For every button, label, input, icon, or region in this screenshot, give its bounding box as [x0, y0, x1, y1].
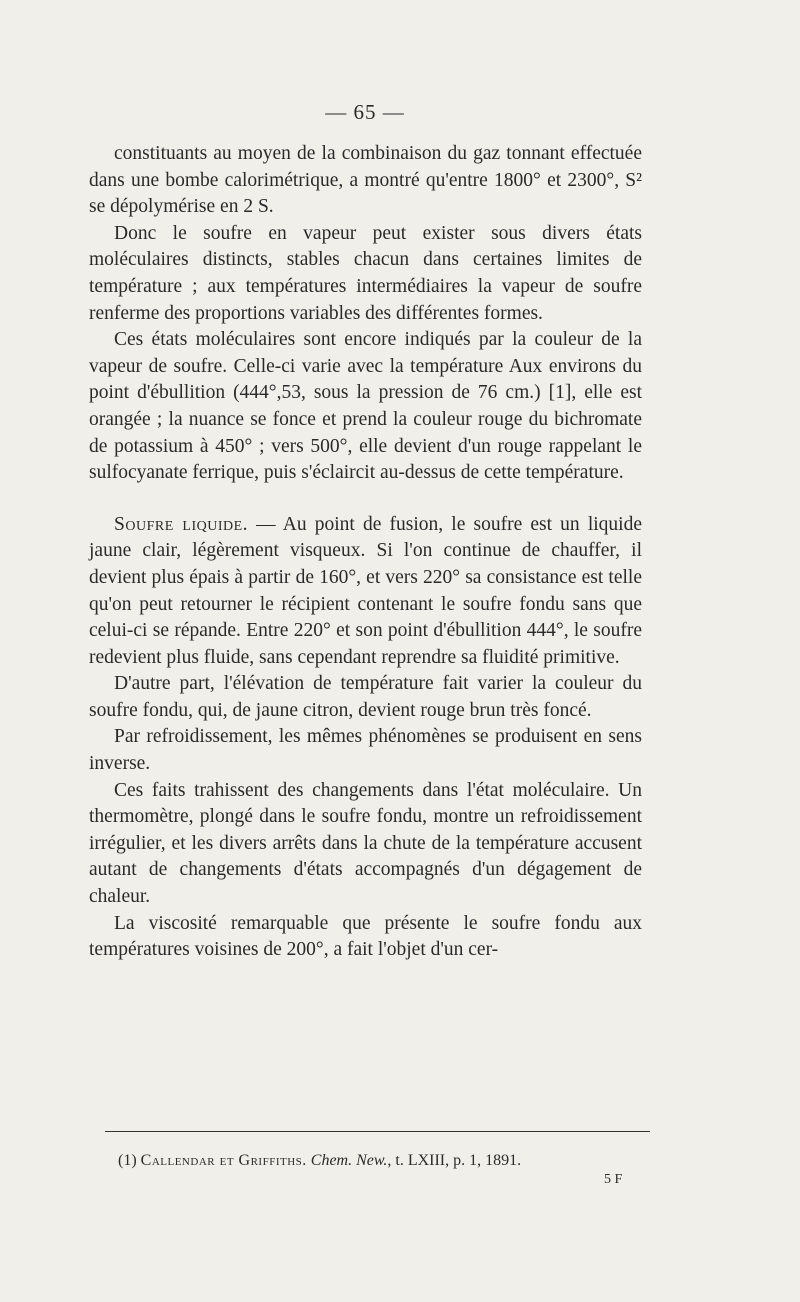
paragraph: D'autre part, l'élévation de température fait varier la couleur du soufre fondu, qui, de jaune citron, devient rouge brun très foncé. [89, 673, 642, 721]
section-heading: Soufre liquide. [114, 513, 249, 535]
body-text [89, 141, 642, 964]
footnote-authors: Callendar et Griffiths. [140, 1152, 307, 1169]
footnote [118, 1151, 521, 1171]
footnote-rule [105, 1131, 650, 1132]
paragraph: Donc le soufre en vapeur peut exister sous divers états moléculaires distincts, stables chacun dans certaines limites de température ; aux températures intermédiaires la vapeur de soufre renferme des proportions variables des différentes formes. [89, 222, 642, 324]
section-paragraph [89, 512, 642, 672]
paragraph: Par refroidissement, les mêmes phénomènes se produisent en sens inverse. [89, 726, 642, 775]
footnote-reference: , t. LXIII, p. 1, 1891. [387, 1152, 522, 1169]
footnote-marker: (1) [118, 1152, 137, 1169]
paragraph: La viscosité remarquable que présente le soufre fondu aux températures voisines de 200°, a fait l'objet d'un cer- [89, 912, 642, 961]
section-text: — Au point de fusion, le soufre est un liquide jaune clair, légèrement visqueux. Si l'on continue de chauffer, il devient plus épais à partir de 160°, et vers 220° sa consistance est telle qu'on peut retourner le récipient contenant le soufre fondu sans que celui-ci se répande. Entre 220° et son point d'ébullition 444°, le soufre redevient plus fluide, sans cependant reprendre sa fluidité primitive. [89, 513, 642, 668]
paragraph: constituants au moyen de la combinaison du gaz tonnant effectuée dans une bombe calorimétrique, a montré qu'entre 1800° et 2300°, S² se dépolymérise en 2 S. [89, 143, 642, 218]
paragraph: Ces états moléculaires sont encore indiqués par la couleur de la vapeur de soufre. Celle-ci varie avec la température Aux environs du point d'ébullition (444°,53, sous la pression de 76 cm.) [1], elle est orangée ; la nuance se fonce et prend la couleur rouge du bichromate de potassium à 450° ; vers 500°, elle devient d'un rouge rappelant le sulfocyanate ferrique, puis s'éclaircit au-dessus de cette température. [89, 329, 642, 484]
page-number: — 65 — [325, 100, 405, 124]
footnote-journal: Chem. New. [310, 1152, 388, 1169]
paragraph: Ces faits trahissent des changements dans l'état moléculaire. Un thermomètre, plongé dans le soufre fondu, montre un refroidissement irrégulier, et les divers arrêts dans la chute de la température accusent autant de changements d'états accompagnés d'un dégagement de chaleur. [89, 779, 642, 908]
signature-mark: 5 F [604, 1172, 623, 1187]
